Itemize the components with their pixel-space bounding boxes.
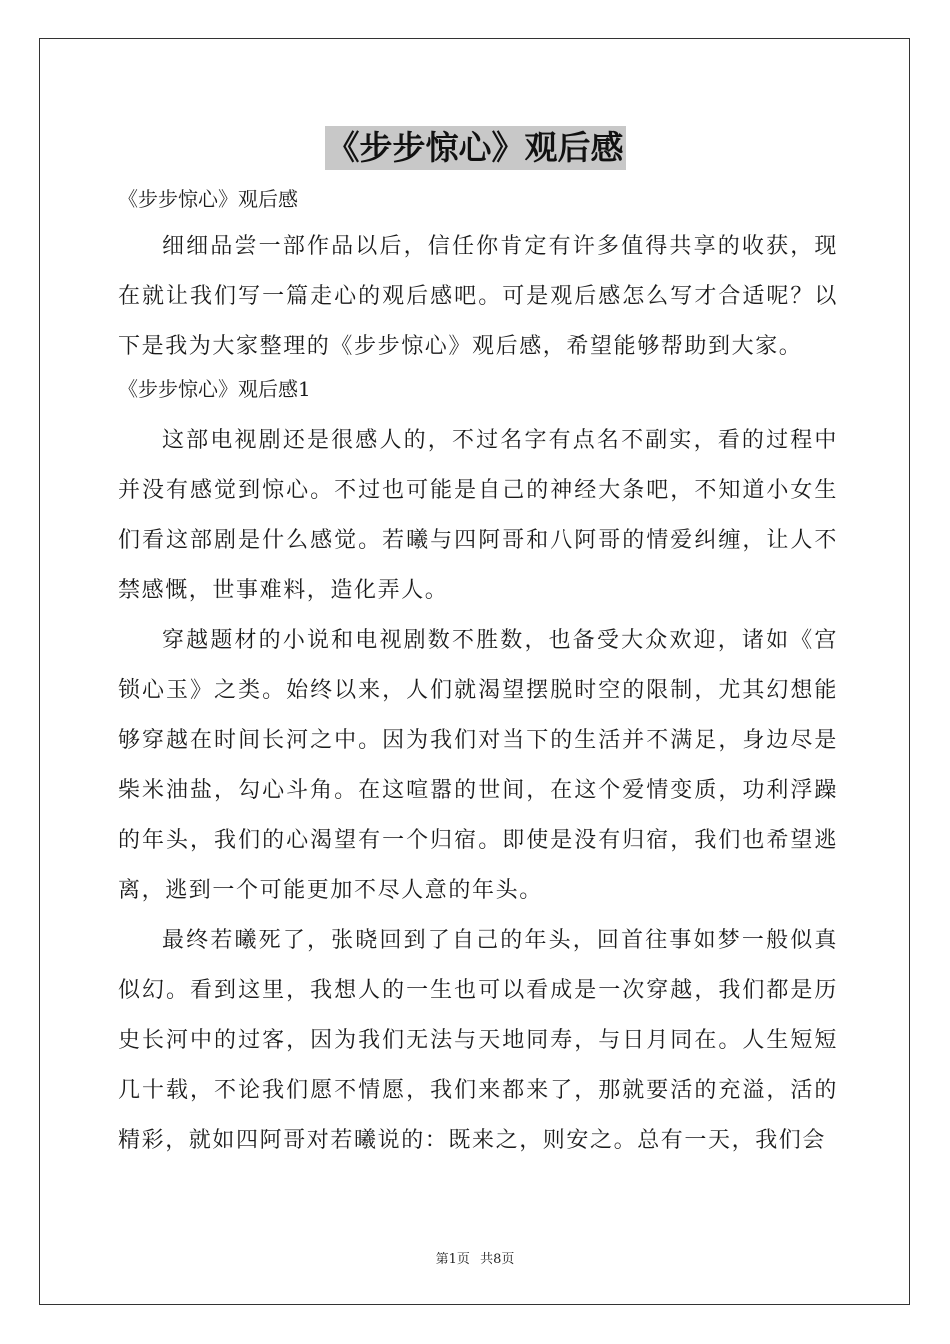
section-heading: 《步步惊心》观后感1 <box>118 377 311 401</box>
body-paragraph-2: 穿越题材的小说和电视剧数不胜数，也备受大众欢迎，诸如《宫锁心玉》之类。始终以来，人们就渴望摆脱时空的限制，尤其幻想能够穿越在时间长河之中。因为我们对当下的生活并不满足，身边尽是柴米油盐，勾心斗角。在这喧嚣的世间，在这个爱情变质，功利浮躁的年头，我们的心渴望有一个归宿。即使是没有归宿，我们也希望逃离，逃到一个可能更加不尽人意的年头。 <box>118 628 838 903</box>
page-number: 第1页 <box>435 1252 470 1267</box>
body-paragraph-3: 最终若曦死了，张晓回到了自己的年头，回首往事如梦一般似真似幻。看到这里，我想人的一生也可以看成是一次穿越，我们都是历史长河中的过客，因为我们无法与天地同寿，与日月同在。人生短短几十载，不论我们愿不情愿，我们来都来了，那就要活的充溢，活的精彩，就如四阿哥对若曦说的：既来之，则安之。总有一天，我们会 <box>118 928 838 1153</box>
document-subtitle: 《步步惊心》观后感 <box>118 187 298 211</box>
title-container <box>0 126 950 170</box>
page-footer <box>0 1248 950 1267</box>
page-total: 共8页 <box>480 1252 515 1267</box>
intro-paragraph: 细细品尝一部作品以后，信任你肯定有许多值得共享的收获，现在就让我们写一篇走心的观后感吧。可是观后感怎么写才合适呢？以下是我为大家整理的《步步惊心》观后感，希望能够帮助到大家。 <box>118 234 838 359</box>
body-paragraph-1: 这部电视剧还是很感人的，不过名字有点名不副实，看的过程中并没有感觉到惊心。不过也可能是自己的神经大条吧，不知道小女生们看这部剧是什么感觉。若曦与四阿哥和八阿哥的情爱纠缠，让人不禁感慨，世事难料，造化弄人。 <box>118 428 838 603</box>
document-title: 《步步惊心》观后感 <box>325 126 626 170</box>
document-body <box>118 179 838 1166</box>
